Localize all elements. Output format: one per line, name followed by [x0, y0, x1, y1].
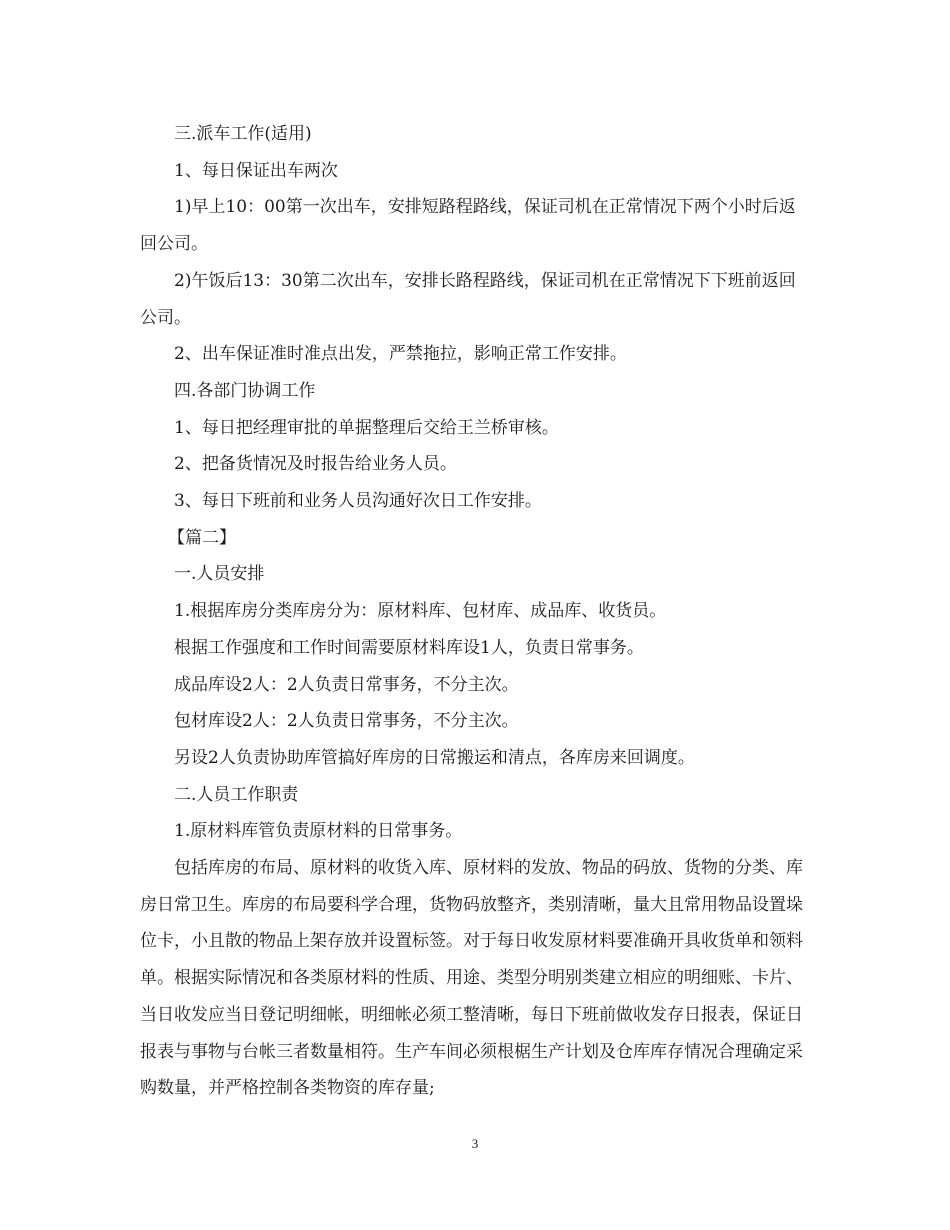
list-item: 2、出车保证准时准点出发，严禁拖拉，影响正常工作安排。 — [174, 344, 627, 365]
paragraph: 1)早上10：00第一次出车，安排短路程路线，保证司机在正常情况下两个小时后返回公司。 — [140, 197, 796, 255]
paragraph: 成品库设2人：2人负责日常事务，不分主次。 — [174, 674, 519, 695]
section-heading-dispatch: 三.派车工作(适用) — [174, 124, 312, 144]
paragraph: 另设2人负责协助库管搞好库房的日常搬运和清点，各库房来回调度。 — [174, 747, 695, 768]
list-item: 3、每日下班前和业务人员沟通好次日工作安排。 — [174, 491, 542, 512]
paragraph: 包括库房的布局、原材料的收货入库、原材料的发放、物品的码放、货物的分类、库房日常卫生。库房的布局要科学合理，货物码放整齐，类别清晰，量大且常用物品设置垛位卡，小且散的物品上架存放并设置标签。对于每日收发原材料要准确开具收货单和领料单。根据实际情况和各类原材料的性质、用途、类型分明别类建立相应的明细账、卡片、当日收发应当日登记明细帐，明细帐必须工整清晰，每日下班前做收发存日报表，保证日报表与事物与台帐三者数量相符。生产车间必须根椐生产计划及仓库库存情况合理确定采购数量，并严格控制各类物资的库存量; — [140, 858, 803, 1099]
document-body — [140, 116, 812, 1107]
list-item: 1.根据库房分类库房分为：原材料库、包材库、成品库、收货员。 — [174, 601, 667, 622]
part-heading: 【篇二】 — [168, 527, 236, 548]
section-heading-coordination: 四.各部门协调工作 — [174, 380, 316, 401]
section-heading-duties: 二.人员工作职责 — [174, 784, 299, 805]
page-number: 3 — [471, 1136, 479, 1151]
list-item: 1.原材料库管负责原材料的日常事务。 — [174, 821, 463, 842]
list-item: 2、把备货情况及时报告给业务人员。 — [174, 454, 457, 475]
list-item: 1、每日把经理审批的单据整理后交给王兰桥审核。 — [174, 417, 559, 438]
section-heading-staffing: 一.人员安排 — [174, 564, 265, 585]
paragraph: 根据工作强度和工作时间需要原材料库设1人，负责日常事务。 — [174, 637, 644, 658]
paragraph: 包材库设2人：2人负责日常事务，不分主次。 — [174, 711, 519, 732]
paragraph: 2)午饭后13：30第二次出车，安排长路程路线，保证司机在正常情况下下班前返回公司。 — [140, 270, 796, 328]
list-item: 1、每日保证出车两次 — [174, 160, 338, 181]
